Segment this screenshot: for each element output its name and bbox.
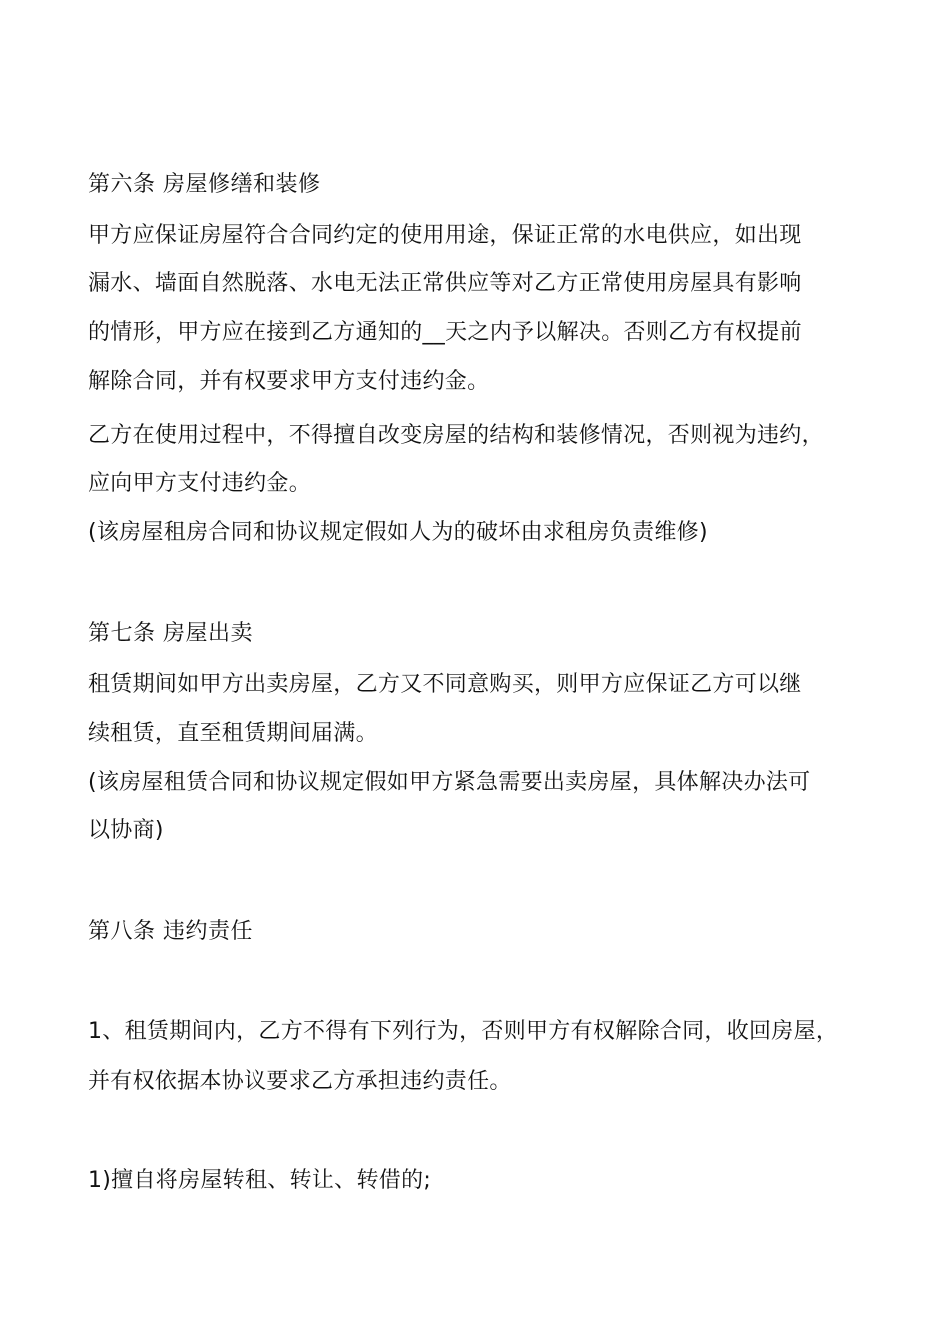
section-6-para1-line1: 甲方应保证房屋符合合同约定的使用用途，保证正常的水电供应，如出现 xyxy=(88,223,802,248)
section-7-heading: 第七条 房屋出卖 xyxy=(88,621,253,646)
section-6-para2-line1: 乙方在使用过程中，不得擅自改变房屋的结构和装修情况，否则视为违约， xyxy=(88,423,824,448)
section-6-para1-line3: 的情形，甲方应在接到乙方通知的__天之内予以解决。否则乙方有权提前 xyxy=(88,320,802,345)
section-7-note-line2: 以协商) xyxy=(88,818,164,843)
section-7-note-line1: (该房屋租赁合同和协议规定假如甲方紧急需要出卖房屋，具体解决办法可 xyxy=(88,770,811,795)
section-8-item1-line1: 1、租赁期间内，乙方不得有下列行为，否则甲方有权解除合同，收回房屋， xyxy=(88,1019,839,1044)
section-7-para1-line2: 续租赁，直至租赁期间届满。 xyxy=(88,721,378,746)
section-7-para1-line1: 租赁期间如甲方出卖房屋，乙方又不同意购买，则甲方应保证乙方可以继 xyxy=(88,672,802,697)
section-6-para2-line2: 应向甲方支付违约金。 xyxy=(88,471,312,496)
section-6-para1-line4: 解除合同，并有权要求甲方支付违约金。 xyxy=(88,369,490,394)
section-6-para1-line2: 漏水、墙面自然脱落、水电无法正常供应等对乙方正常使用房屋具有影响 xyxy=(88,271,802,296)
section-6-heading: 第六条 房屋修缮和装修 xyxy=(88,172,321,197)
section-8-item1-line2: 并有权依据本协议要求乙方承担违约责任。 xyxy=(88,1069,512,1094)
section-6-note: (该房屋租房合同和协议规定假如人为的破坏由求租房负责维修) xyxy=(88,520,708,545)
section-8-sub1: 1)擅自将房屋转租、转让、转借的; xyxy=(88,1168,432,1193)
section-8-heading: 第八条 违约责任 xyxy=(88,919,253,944)
